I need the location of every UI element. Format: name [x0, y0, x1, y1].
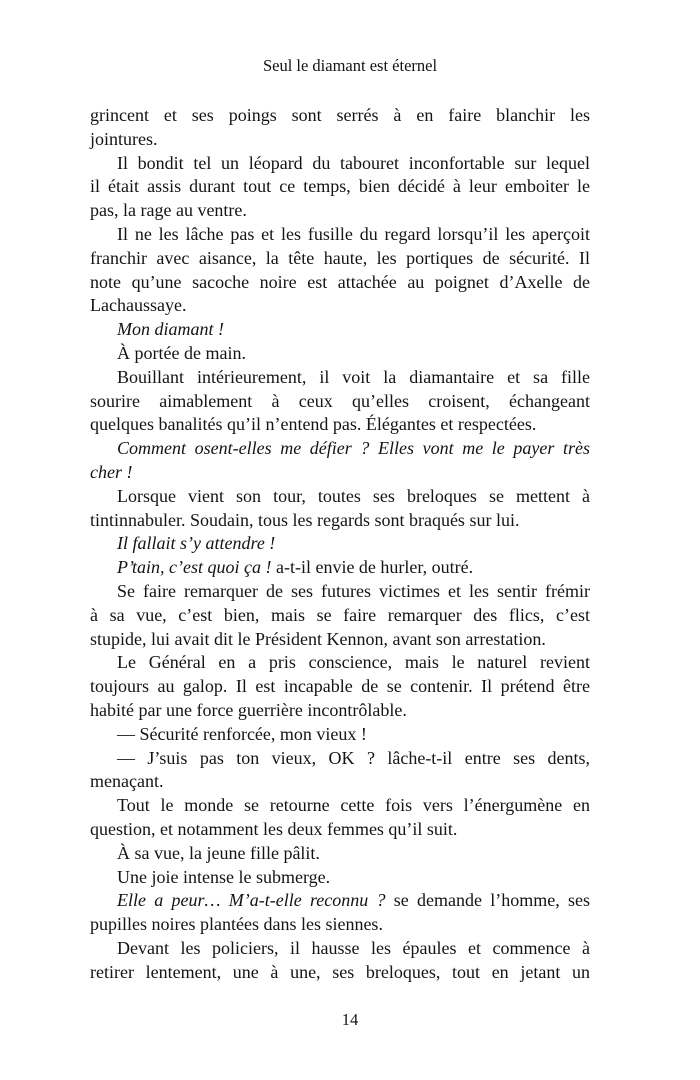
- text-line: [90, 580, 590, 604]
- text-line: [90, 509, 590, 533]
- text: toujours au galop. Il est incapable de se contenir. Il prétend être: [90, 676, 590, 697]
- text-line: [90, 485, 590, 509]
- paragraph: [90, 152, 590, 223]
- text-line: [90, 913, 590, 937]
- paragraph: [90, 889, 590, 937]
- text: À portée de main.: [117, 342, 246, 363]
- text: stupide, lui avait dit le Président Kennon, avant son arrestation.: [90, 628, 546, 649]
- paragraph: [90, 532, 590, 556]
- text: Tout le monde se retourne cette fois vers l’énergumène en: [117, 795, 590, 816]
- text-line: [90, 747, 590, 771]
- paragraph: [90, 366, 590, 437]
- text: note qu’une sacoche noire est attachée au poignet d’Axelle de: [90, 271, 590, 292]
- text-line: [90, 366, 590, 390]
- text: Le Général en a pris conscience, mais le naturel revient: [117, 652, 590, 673]
- text: Devant les policiers, il hausse les épaules et commence à: [117, 937, 590, 958]
- text-line: [90, 461, 590, 485]
- text: quelques banalités qu’il n’entend pas. Élégantes et respectées.: [90, 414, 537, 435]
- text: habité par une force guerrière incontrôlable.: [90, 699, 407, 720]
- text: se demande l’homme, ses: [385, 890, 590, 911]
- text-line: [90, 318, 590, 342]
- paragraph: [90, 318, 590, 342]
- text-line: [90, 104, 590, 128]
- italic-text: Comment osent-elles me défier ? Elles vont me le payer très: [117, 438, 590, 459]
- text-line: [90, 556, 590, 580]
- paragraph: [90, 866, 590, 890]
- text: menaçant.: [90, 771, 164, 792]
- text-line: [90, 390, 590, 414]
- text: À sa vue, la jeune fille pâlit.: [117, 842, 320, 863]
- text: tintinnabuler. Soudain, tous les regards sont braqués sur lui.: [90, 509, 520, 530]
- text-line: [90, 723, 590, 747]
- paragraph: [90, 937, 590, 985]
- paragraph: [90, 580, 590, 651]
- paragraph: [90, 342, 590, 366]
- text: a-t-il envie de hurler, outré.: [271, 557, 474, 578]
- text: franchir avec aisance, la tête haute, les portiques de sécurité. Il: [90, 247, 590, 268]
- text-line: [90, 247, 590, 271]
- text-line: [90, 651, 590, 675]
- italic-text: Mon diamant !: [117, 319, 224, 340]
- running-header: Seul le diamant est éternel: [262, 56, 438, 75]
- paragraph: [90, 485, 590, 533]
- page-body-text: [90, 104, 590, 984]
- text: — Sécurité renforcée, mon vieux !: [117, 723, 367, 744]
- text-line: [90, 271, 590, 295]
- text-line: [90, 294, 590, 318]
- page-number: 14: [341, 1010, 359, 1029]
- text-line: [90, 770, 590, 794]
- text-line: [90, 818, 590, 842]
- text-line: [90, 961, 590, 985]
- text-line: [90, 937, 590, 961]
- italic-text: Il fallait s’y attendre !: [117, 533, 276, 554]
- text-line: [90, 675, 590, 699]
- text-line: [90, 437, 590, 461]
- text: jointures.: [90, 128, 158, 149]
- paragraph: [90, 223, 590, 318]
- text: pas, la rage au ventre.: [90, 200, 247, 221]
- text: — J’suis pas ton vieux, OK ? lâche-t-il entre ses dents,: [117, 747, 590, 768]
- paragraph: [90, 747, 590, 795]
- italic-text: P’tain, c’est quoi ça !: [117, 557, 272, 578]
- text: Lachaussaye.: [90, 295, 187, 316]
- text-line: [90, 128, 590, 152]
- text-line: [90, 175, 590, 199]
- text: pupilles noires plantées dans les siennes.: [90, 914, 383, 935]
- text: Bouillant intérieurement, il voit la diamantaire et sa fille: [117, 366, 590, 387]
- text-line: [90, 699, 590, 723]
- paragraph: [90, 437, 590, 485]
- text: Il ne les lâche pas et les fusille du regard lorsqu’il les aperçoit: [117, 223, 590, 244]
- text-line: [90, 199, 590, 223]
- text: il était assis durant tout ce temps, bien décidé à leur emboiter le: [90, 176, 590, 197]
- text-line: [90, 794, 590, 818]
- text: Il bondit tel un léopard du tabouret inconfortable sur lequel: [117, 152, 590, 173]
- text: retirer lentement, une à une, ses breloques, tout en jetant un: [90, 961, 590, 982]
- paragraph: [90, 794, 590, 842]
- italic-text: cher !: [90, 461, 133, 482]
- text-line: [90, 413, 590, 437]
- text-line: [90, 604, 590, 628]
- text-line: [90, 889, 590, 913]
- italic-text: Elle a peur… M’a-t-elle reconnu ?: [117, 890, 386, 911]
- text: sourire aimablement à ceux qu’elles croisent, échangeant: [90, 390, 590, 411]
- paragraph: [90, 104, 590, 152]
- text-line: [90, 223, 590, 247]
- text-line: [90, 342, 590, 366]
- paragraph: [90, 651, 590, 722]
- text-line: [90, 152, 590, 176]
- text: à sa vue, c’est bien, mais se faire remarquer des flics, c’est: [90, 604, 590, 625]
- paragraph: [90, 723, 590, 747]
- text-line: [90, 842, 590, 866]
- text-line: [90, 628, 590, 652]
- paragraph: [90, 556, 590, 580]
- paragraph: [90, 842, 590, 866]
- text: question, et notamment les deux femmes qu’il suit.: [90, 818, 458, 839]
- text: grincent et ses poings sont serrés à en faire blanchir les: [90, 105, 590, 125]
- text-line: [90, 866, 590, 890]
- text: Une joie intense le submerge.: [117, 866, 331, 887]
- text-line: [90, 532, 590, 556]
- text: Lorsque vient son tour, toutes ses breloques se mettent à: [117, 485, 590, 506]
- text: Se faire remarquer de ses futures victimes et les sentir frémir: [117, 580, 590, 601]
